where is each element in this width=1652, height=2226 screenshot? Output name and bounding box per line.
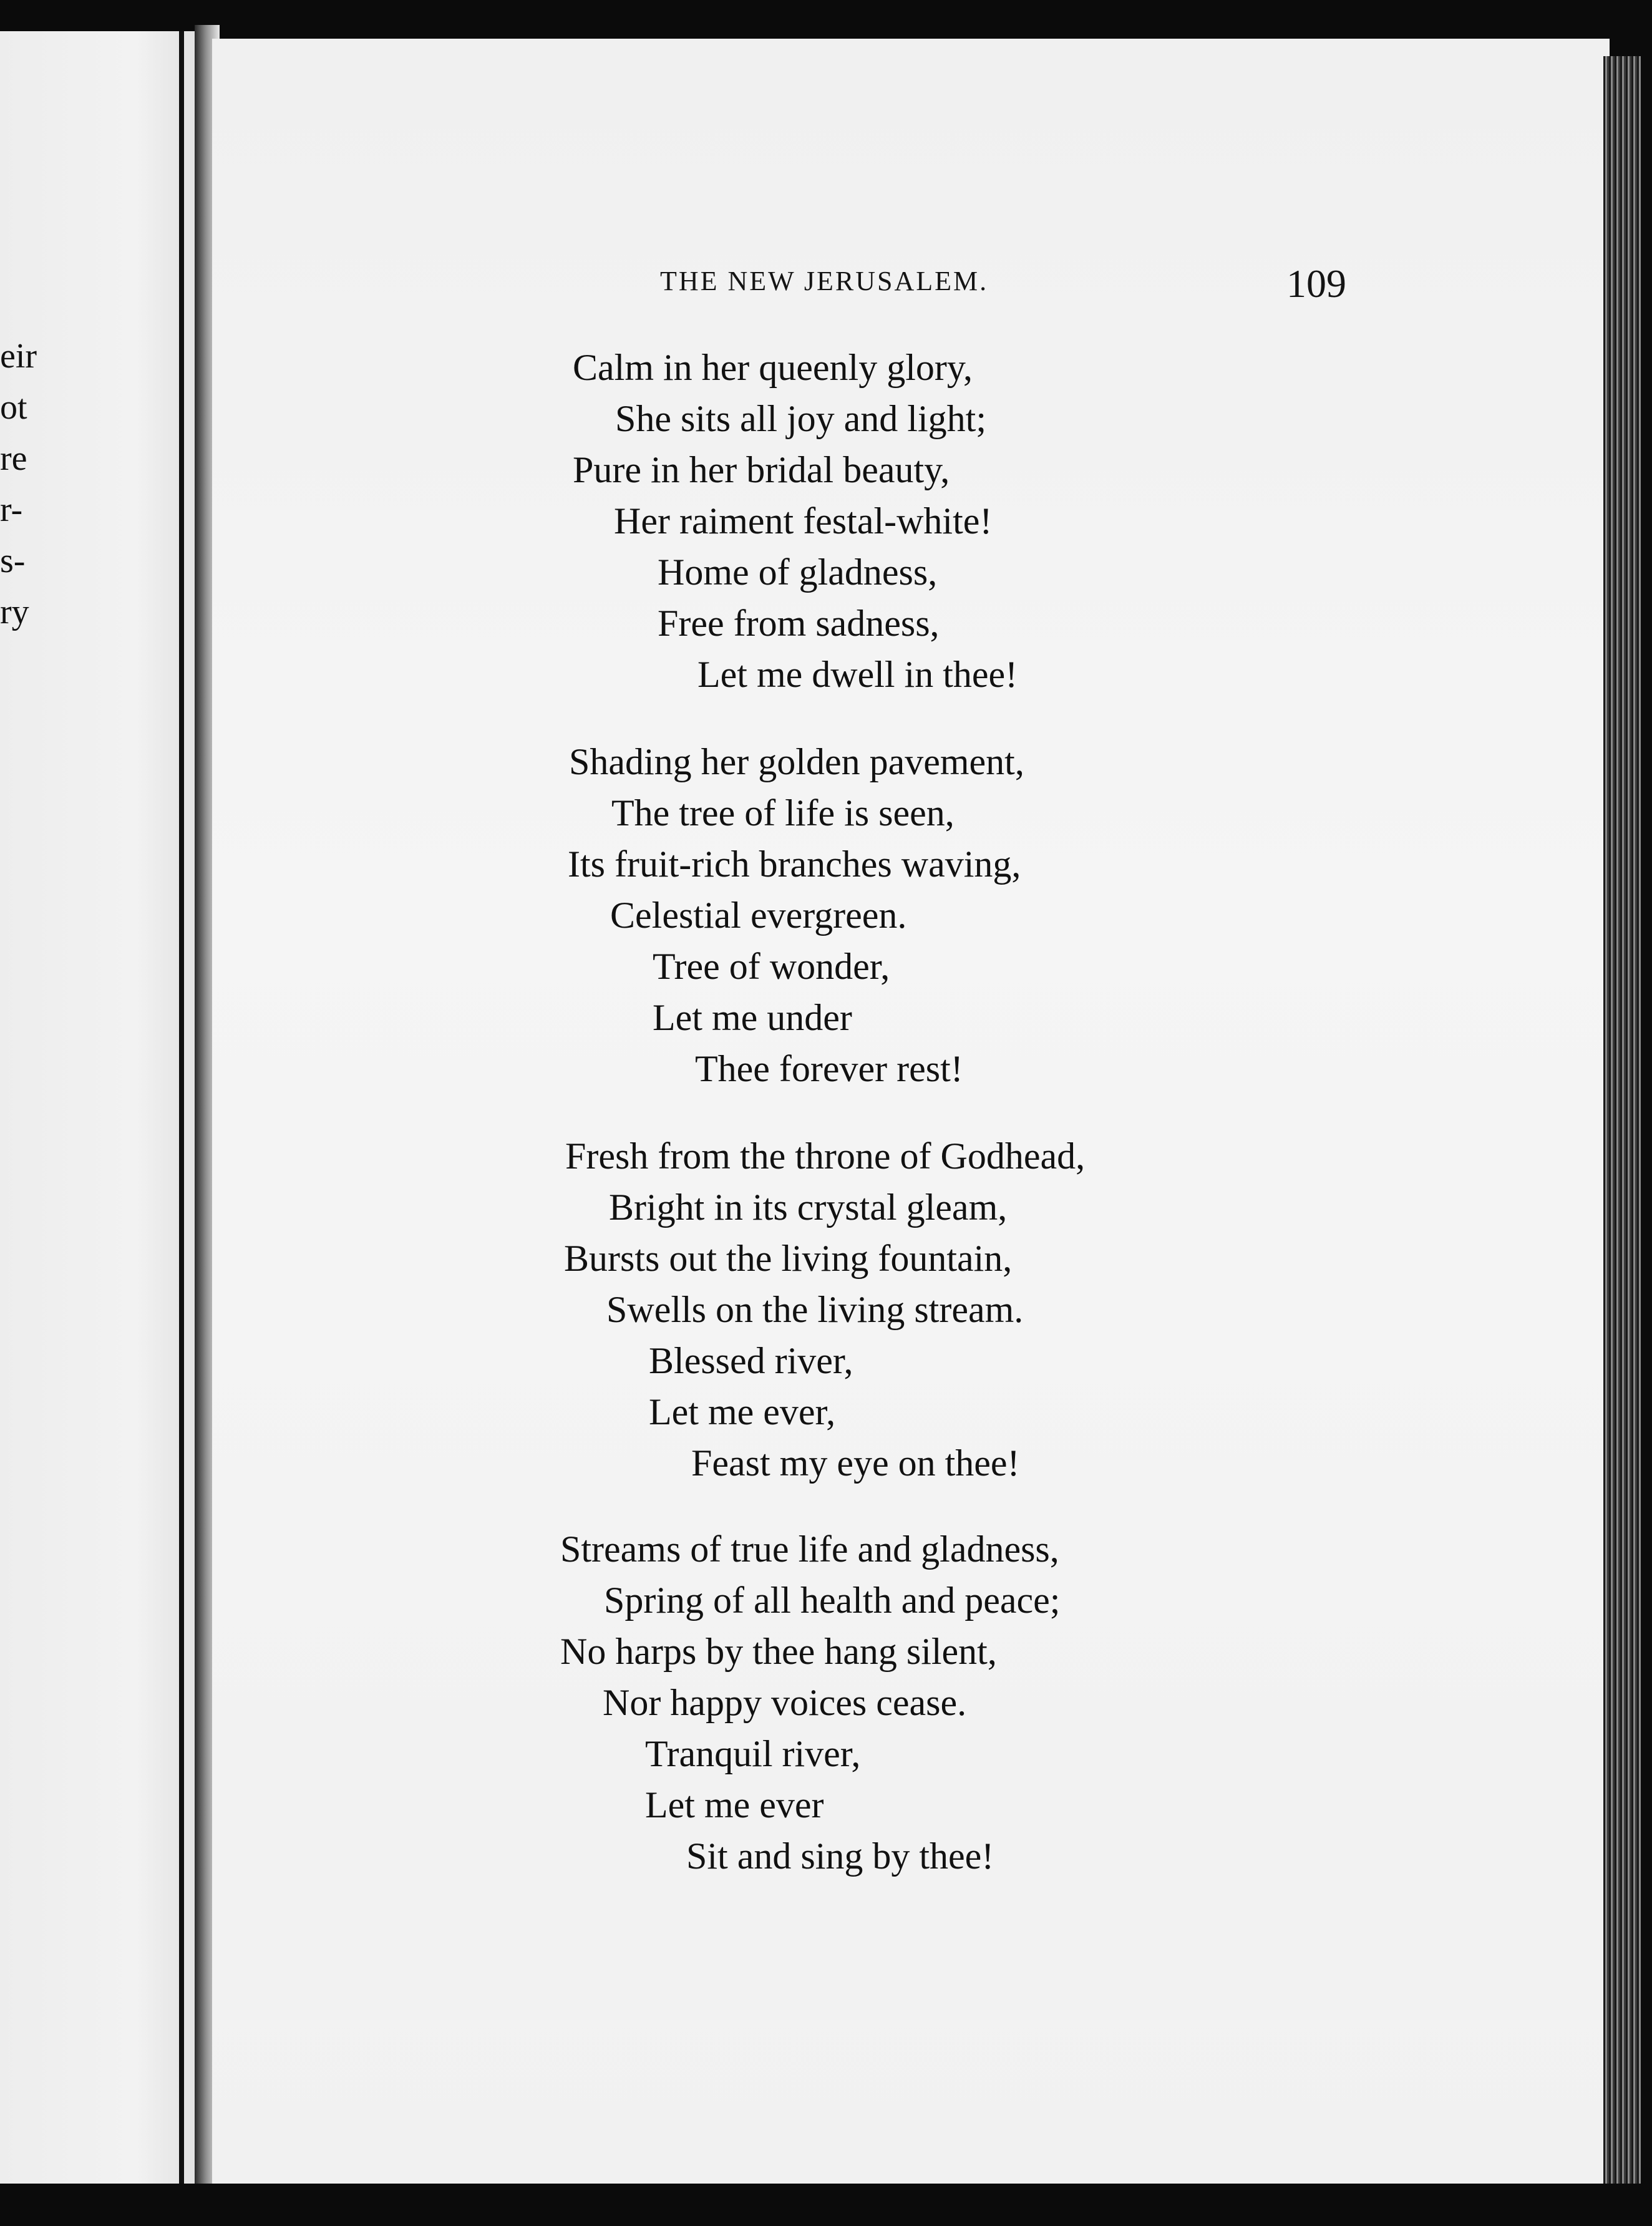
left-fragment: ry	[0, 593, 29, 631]
poem-line: Feast my eye on thee!	[691, 1442, 1020, 1484]
poem-line: Let me dwell in thee!	[697, 654, 1018, 695]
poem-line: Nor happy voices cease.	[603, 1682, 967, 1723]
left-fragment: r-	[0, 490, 23, 529]
left-fragment: ot	[0, 388, 27, 427]
poem-line: Shading her golden pavement,	[569, 741, 1024, 782]
poem-line: Spring of all health and peace;	[604, 1580, 1061, 1621]
poem-line: Free from sadness,	[658, 603, 940, 644]
poem-line: Home of gladness,	[658, 552, 938, 593]
poem-line: Fresh from the throne of Godhead,	[565, 1135, 1086, 1177]
poem-line: She sits all joy and light;	[615, 398, 986, 439]
left-fragment: s-	[0, 542, 26, 580]
poem-line: Swells on the living stream.	[606, 1289, 1024, 1330]
poem-line: Thee forever rest!	[695, 1048, 963, 1089]
poem-line: Sit and sing by thee!	[686, 1835, 994, 1877]
poem-line: Blessed river,	[649, 1340, 853, 1381]
left-fragment: re	[0, 439, 27, 478]
scan-bottom-border	[0, 2184, 1652, 2226]
poem-line: Tree of wonder,	[653, 946, 890, 987]
poem-line: Calm in her queenly glory,	[573, 347, 973, 388]
poem-line: Its fruit-rich branches waving,	[568, 843, 1021, 885]
poem-line: Let me under	[653, 997, 852, 1038]
left-fragment: eir	[0, 337, 37, 376]
poem-line: Streams of true life and gladness,	[560, 1529, 1059, 1570]
poem-line: Let me ever	[645, 1784, 824, 1825]
poem-line: Bright in its crystal gleam,	[609, 1187, 1008, 1228]
poem-line: Bursts out the living fountain,	[564, 1238, 1013, 1279]
poem-line: Her raiment festal-white!	[614, 500, 993, 542]
poem-line: Let me ever,	[649, 1391, 836, 1432]
poem-line: Pure in her bridal beauty,	[573, 449, 950, 490]
poem-line: The tree of life is seen,	[611, 792, 955, 834]
poem-line: Celestial evergreen.	[610, 895, 907, 936]
running-head: THE NEW JERUSALEM.	[660, 266, 989, 296]
poem-line: No harps by thee hang silent,	[560, 1631, 997, 1672]
page-number: 109	[1286, 261, 1346, 306]
poem-line: Tranquil river,	[645, 1733, 861, 1774]
